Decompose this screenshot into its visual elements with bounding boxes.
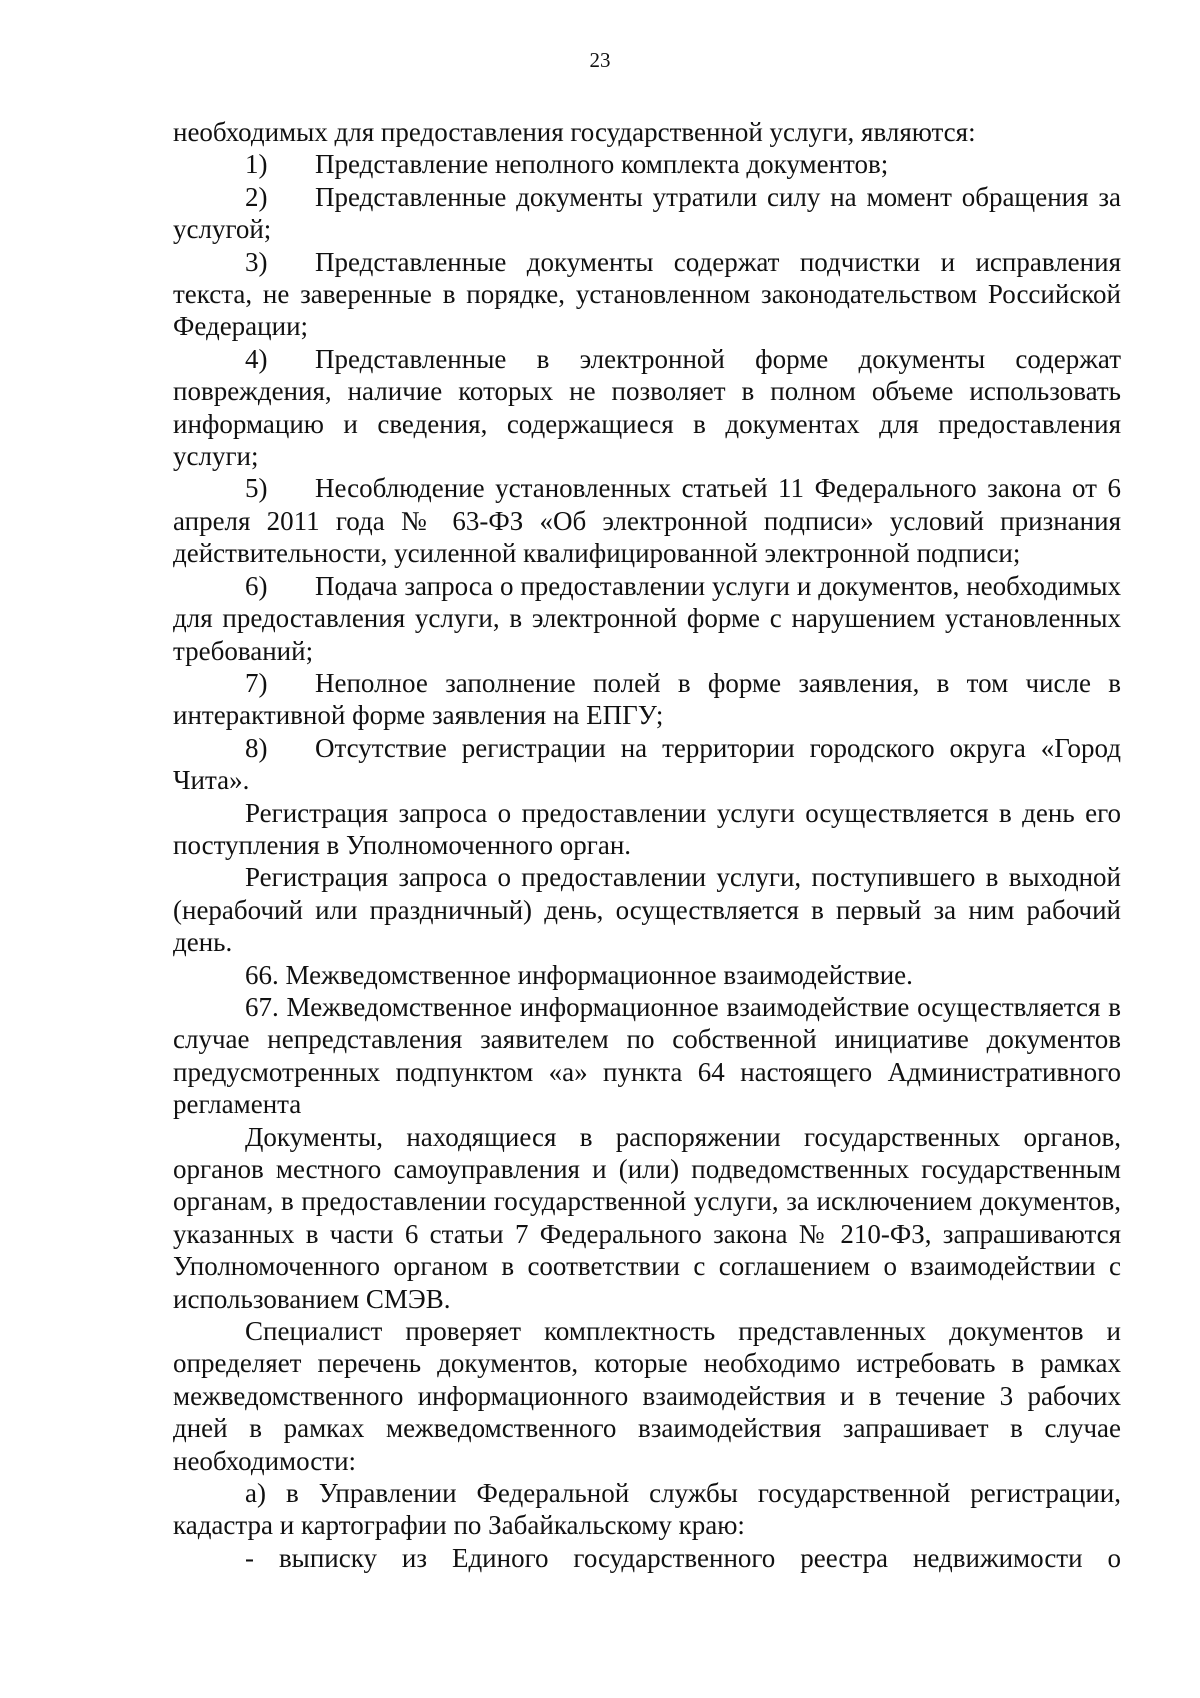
list-item-7 (173, 667, 1121, 732)
list-item-text: Представление неполного комплекта документов; (315, 149, 889, 180)
list-item-number: 3) (245, 246, 268, 277)
list-item-4 (173, 343, 1121, 473)
list-item-text: Неполное заполнение полей в форме заявления, в том числе в интерактивной форме заявления на ЕПГУ; (173, 667, 1121, 731)
list-item-text: Отсутствие регистрации на территории городского округа «Город Чита». (173, 732, 1121, 796)
list-item-3 (173, 246, 1121, 343)
list-item-number: 7) (245, 667, 268, 698)
list-item-text: Представленные документы утратили силу на момент обращения за услугой; (173, 181, 1121, 245)
list-item-1 (173, 148, 1121, 180)
paragraph-section-66: 66. Межведомственное информационное взаимодействие. (245, 959, 913, 990)
paragraph-registration-holiday: Регистрация запроса о предоставлении услуги, поступившего в выходной (нерабочий или праздничный) день, осуществляется в первый за ним рабочий день. (173, 862, 1121, 958)
list-item-text: Несоблюдение установленных статьей 11 Федерального закона от 6 апреля 2011 года № 63-ФЗ «Об электронной подписи» условий признания действительности, усиленной квалифицированной электронной подписи; (173, 473, 1121, 569)
list-item-number: 6) (245, 570, 268, 601)
list-item-6 (173, 570, 1121, 667)
paragraph-registration: Регистрация запроса о предоставлении услуги осуществляется в день его поступления в Уполномоченного орган. (173, 797, 1121, 860)
list-item-number: 8) (245, 732, 268, 763)
page-number: 23 (589, 48, 611, 72)
paragraph-documents: Документы, находящиеся в распоряжении государственных органов, органов местного самоуправления и (или) подведомственных государственным органам, в предоставлении государственной услуги, за исключением документов, указанных в части 6 статьи 7 Федерального закона № 210-ФЗ, запрашиваются Уполномоченного органом в соответствии с соглашением о взаимодействии с использованием СМЭВ. (173, 1121, 1121, 1314)
list-item-number: 4) (245, 343, 268, 374)
list-item-number: 5) (245, 473, 268, 504)
list-item-text: Подача запроса о предоставлении услуги и документов, необходимых для предоставления услуги, в электронной форме с нарушением установленных требований; (173, 570, 1121, 666)
paragraph-extract: - выписку из Единого государственного реестра недвижимости о (245, 1542, 1121, 1573)
list-item-number: 2) (245, 181, 268, 212)
list-item-2 (173, 181, 1121, 246)
paragraph-section-67: 67. Межведомственное информационное взаимодействие осуществляется в случае непредставления заявителем по собственной инициативе документов предусмотренных подпунктом «а» пункта 64 настоящего Административного регламента (173, 991, 1121, 1120)
document-body (173, 116, 1121, 1574)
list-item-5 (173, 472, 1121, 569)
list-item-text: Представленные в электронной форме документы содержат повреждения, наличие которых не позволяет в полном объеме использовать информацию и сведения, содержащиеся в документах для предоставления услуги; (173, 343, 1121, 472)
paragraph-specialist: Специалист проверяет комплектность представленных документов и определяет перечень документов, которые необходимо истребовать в рамках межведомственного информационного взаимодействия и в течение 3 рабочих дней в рамках межведомственного взаимодействия запрашивает в случае необходимости: (173, 1316, 1121, 1476)
paragraph-rosreestr: а) в Управлении Федеральной службы государственной регистрации, кадастра и картографии по Забайкальскому краю: (173, 1478, 1121, 1541)
paragraph-intro: необходимых для предоставления государственной услуги, являются: (173, 117, 976, 147)
list-item-text: Представленные документы содержат подчистки и исправления текста, не заверенные в порядке, установленном законодательством Российской Федерации; (173, 246, 1121, 342)
list-item-8 (173, 732, 1121, 797)
list-item-number: 1) (245, 149, 268, 180)
